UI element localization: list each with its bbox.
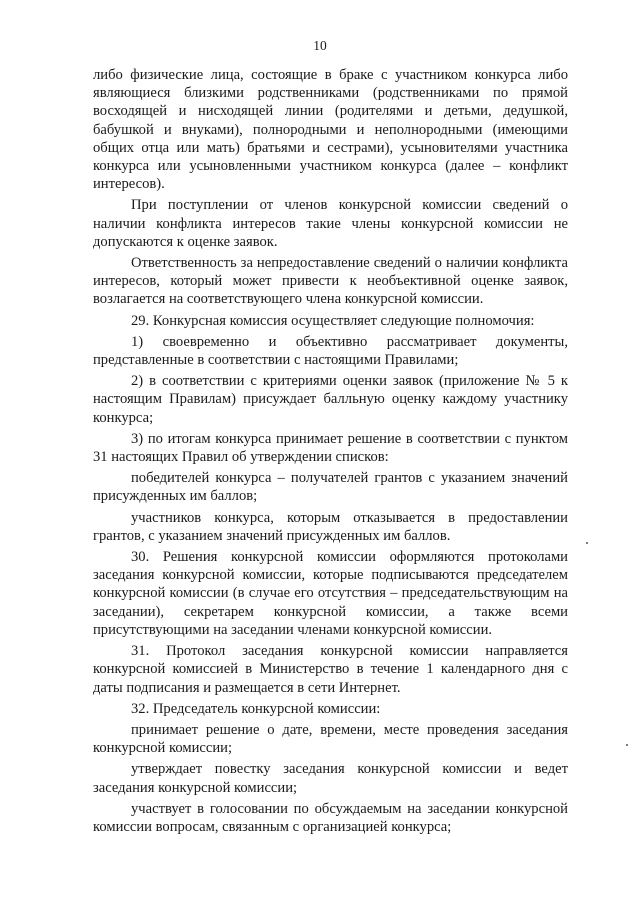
paragraph-conflict-responsibility: Ответственность за непредоставление сведений о наличии конфликта интересов, который может привести к необъективной оценке заявок, возлагается на соответствующего члена конкурсной комиссии. — [93, 255, 568, 308]
paragraph-32-item-agenda: утверждает повестку заседания конкурсной комиссии и ведет заседания конкурсной комиссии; — [93, 761, 568, 796]
paragraph-31: 31. Протокол заседания конкурсной комиссии направляется конкурсной комиссией в Министерство в течение 1 календарного дня с даты подписания и размещается в сети Интернет. — [93, 643, 568, 696]
paragraph-32-heading: 32. Председатель конкурсной комиссии: — [131, 700, 381, 717]
scan-speck — [626, 744, 628, 746]
paragraph-winners-list: победителей конкурса – получателей грантов с указанием значений присужденных им баллов; — [93, 470, 568, 505]
paragraph-29-item-1: 1) своевременно и объективно рассматривает документы, представленные в соответствии с настоящими Правилами; — [93, 333, 568, 369]
paragraph-refused-list: участников конкурса, которым отказывается в предоставлении грантов, с указанием значений присужденных им баллов. — [93, 509, 568, 544]
paragraph-29-item-3: 3) по итогам конкурса принимает решение в соответствии с пунктом 31 настоящих Правил об утверждении списков: — [93, 430, 568, 466]
paragraph-conflict-definition: либо физические лица, состоящие в браке с участником конкурса либо являющиеся близкими родственниками (родственниками по прямой восходящей и нисходящей линии (родителями и детьми, дедушкой, бабушкой и внуками), полнородными и неполнородными (имеющими общих отца или мать) братьями и сестрами), усыновителями участника конкурса или усыновленными участником конкурса (далее – конфликт интересов). — [93, 67, 568, 193]
paragraph-29-heading: 29. Конкурсная комиссия осуществляет следующие полномочия: — [131, 312, 535, 329]
paragraph-32-item-date: принимает решение о дате, времени, месте проведения заседания конкурсной комиссии; — [93, 721, 568, 757]
paragraph-29-item-2: 2) в соответствии с критериями оценки заявок (приложение № 5 к настоящим Правилам) присуждает балльную оценку каждому участнику конкурса; — [93, 373, 568, 426]
paragraph-conflict-exclusion: При поступлении от членов конкурсной комиссии сведений о наличии конфликта интересов такие члены конкурсной комиссии не допускаются к оценке заявок. — [93, 197, 568, 250]
scan-speck — [586, 542, 588, 544]
paragraph-30: 30. Решения конкурсной комиссии оформляются протоколами заседания конкурсной комиссии, которые подписываются председателем конкурсной комиссии (в случае его отсутствия – председательствующим на заседании), секретарем конкурсной комиссии, а также всеми присутствующими на заседании членами конкурсной комиссии. — [93, 549, 568, 638]
page-number: 10 — [313, 38, 327, 53]
document-body — [93, 66, 568, 836]
paragraph-32-item-voting: участвует в голосовании по обсуждаемым на заседании конкурсной комиссии вопросам, связанным с организацией конкурса; — [93, 800, 568, 835]
